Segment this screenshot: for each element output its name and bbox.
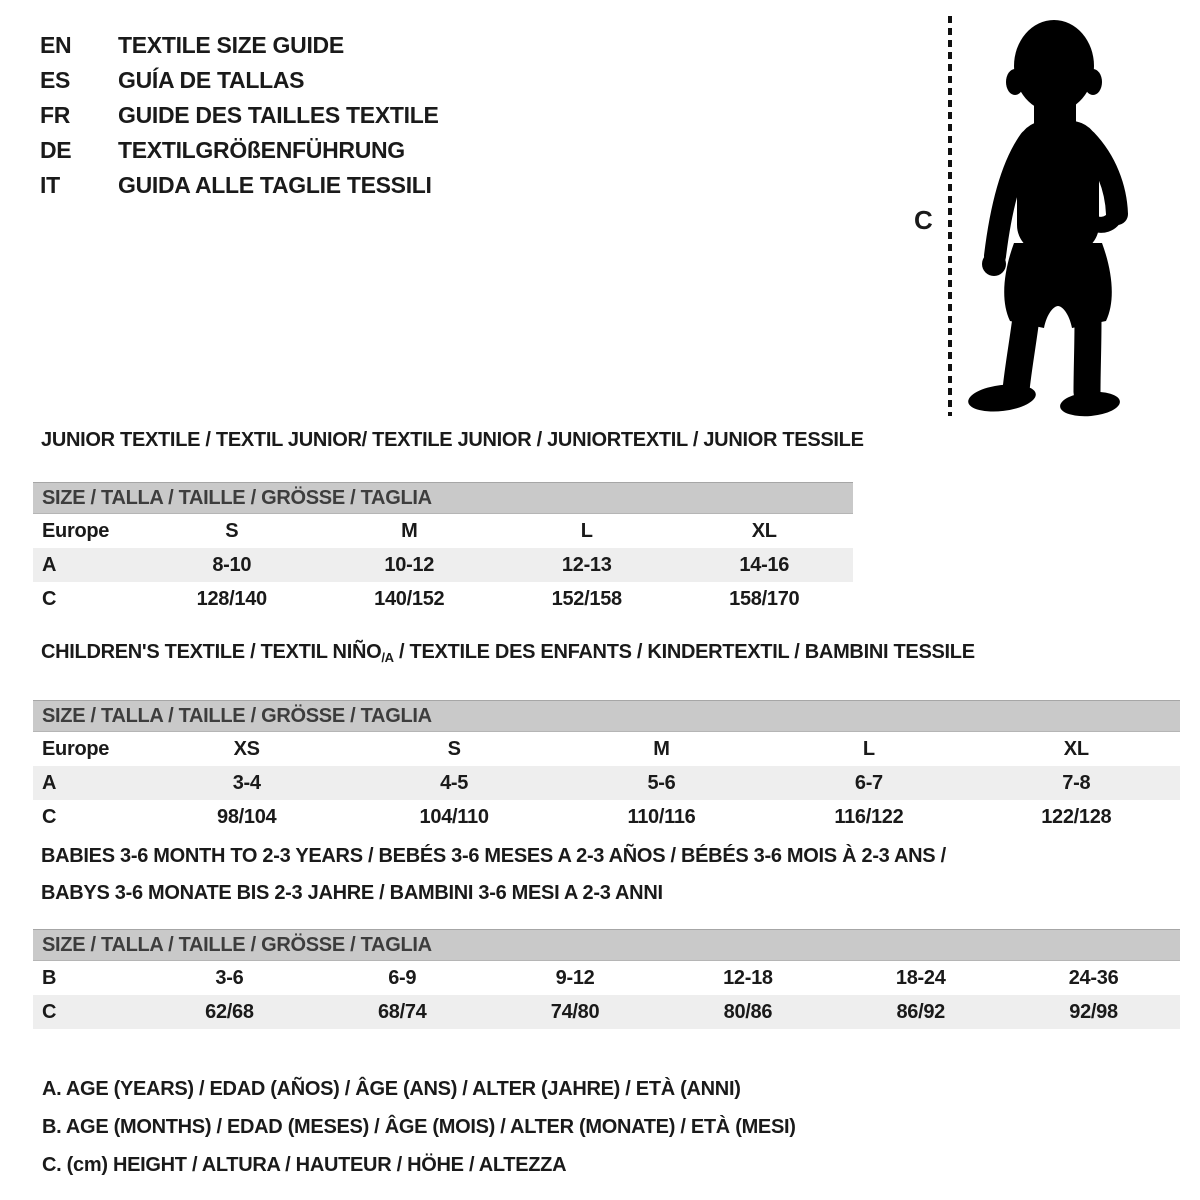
height-cell: 68/74: [377, 1000, 427, 1023]
size-cell: M: [653, 737, 670, 760]
lang-code: EN: [40, 32, 72, 58]
section-title-junior: JUNIOR TEXTILE / TEXTIL JUNIOR/ TEXTILE JUNIOR / JUNIORTEXTIL / JUNIOR TESSILE: [41, 429, 864, 451]
section-babies: [33, 838, 1180, 1029]
measure-c-label: C: [914, 205, 933, 235]
lang-row-it: [40, 168, 439, 203]
title-text: CHILDREN'S TEXTILE / TEXTIL NIÑO: [41, 641, 382, 663]
lang-label: TEXTILE SIZE GUIDE: [118, 32, 344, 58]
legend-line-a: A. AGE (YEARS) / EDAD (AÑOS) / ÂGE (ANS) / ALTER (JAHRE) / ETÀ (ANNI): [42, 1078, 741, 1100]
height-cell: 128/140: [196, 587, 267, 610]
height-cell: 86/92: [896, 1000, 946, 1023]
row-label: C: [42, 587, 57, 610]
table-row: [33, 800, 1180, 834]
height-cell: 92/98: [1069, 1000, 1118, 1023]
age-cell: 6-9: [388, 966, 417, 989]
title-text: / TEXTILE DES ENFANTS / KINDERTEXTIL / BAMBINI TESSILE: [393, 641, 975, 663]
table-row: [33, 961, 1180, 995]
legend-line-b: B. AGE (MONTHS) / EDAD (MESES) / ÂGE (MOIS) / ALTER (MONATE) / ETÀ (MESI): [42, 1116, 796, 1138]
title-line-2: BABYS 3-6 MONATE BIS 2-3 JAHRE / BAMBINI 3-6 MESI A 2-3 ANNI: [41, 882, 663, 904]
height-cell: 110/116: [627, 805, 696, 828]
height-cell: 140/152: [374, 587, 445, 610]
table-row: [33, 766, 1180, 800]
height-cell: 116/122: [834, 805, 904, 828]
size-cell: L: [862, 737, 875, 760]
size-cell: L: [580, 519, 593, 542]
age-cell: 24-36: [1068, 966, 1119, 989]
size-cell: S: [225, 519, 239, 542]
age-cell: 3-4: [232, 771, 261, 794]
section-junior: [33, 428, 864, 616]
age-cell: 4-5: [440, 771, 469, 794]
measure-legend: [42, 1070, 796, 1184]
size-cell: XL: [1063, 737, 1089, 760]
age-cell: 7-8: [1062, 771, 1091, 794]
row-label: Europe: [42, 519, 110, 542]
lang-label: GUIDA ALLE TAGLIE TESSILI: [118, 172, 432, 198]
row-label: B: [42, 966, 57, 989]
height-cell: 98/104: [217, 805, 277, 828]
lang-row-es: [40, 63, 439, 98]
row-label: C: [42, 1000, 57, 1023]
lang-row-de: [40, 133, 439, 168]
row-label: A: [42, 553, 57, 576]
age-cell: 3-6: [215, 966, 244, 989]
age-cell: 6-7: [854, 771, 883, 794]
age-cell: 18-24: [895, 966, 946, 989]
language-title-list: [40, 28, 439, 203]
height-cell: 74/80: [550, 1000, 600, 1023]
age-cell: 12-13: [561, 553, 612, 576]
children-size-table: [33, 700, 1180, 834]
section-title-babies: [41, 838, 1180, 912]
lang-code: IT: [40, 172, 60, 198]
row-label: Europe: [42, 737, 110, 760]
table-header-babies: SIZE / TALLA / TAILLE / GRÖSSE / TAGLIA: [33, 929, 1180, 961]
height-cell: 80/86: [723, 1000, 773, 1023]
age-cell: 9-12: [555, 966, 595, 989]
size-cell: S: [447, 737, 461, 760]
table-header-junior: SIZE / TALLA / TAILLE / GRÖSSE / TAGLIA: [33, 482, 853, 514]
lang-code: ES: [40, 67, 71, 93]
lang-row-fr: [40, 98, 439, 133]
lang-code: FR: [40, 102, 71, 128]
title-subscript: /A: [381, 650, 394, 665]
table-row: [33, 548, 853, 582]
size-cell: M: [401, 519, 418, 542]
legend-line-c: C. (cm) HEIGHT / ALTURA / HAUTEUR / HÖHE / ALTEZZA: [42, 1154, 567, 1176]
age-cell: 14-16: [739, 553, 790, 576]
title-line-1: BABIES 3-6 MONTH TO 2-3 YEARS / BEBÉS 3-6 MESES A 2-3 AÑOS / BÉBÉS 3-6 MOIS À 2-3 ANS /: [41, 845, 946, 867]
height-cell: 62/68: [205, 1000, 254, 1023]
lang-label: TEXTILGRÖßENFÜHRUNG: [118, 137, 405, 163]
age-cell: 8-10: [212, 553, 252, 576]
table-row: [33, 995, 1180, 1029]
section-title-children: [41, 640, 1180, 670]
table-header-children: SIZE / TALLA / TAILLE / GRÖSSE / TAGLIA: [33, 700, 1180, 732]
age-cell: 12-18: [723, 966, 773, 989]
table-row: [33, 582, 853, 616]
toddler-silhouette-icon: [958, 18, 1140, 423]
table-row: [33, 514, 853, 548]
table-row: [33, 732, 1180, 766]
row-label: C: [42, 805, 57, 828]
height-cell: 152/158: [551, 587, 622, 610]
height-measure-figure: [900, 0, 1200, 430]
babies-size-table: [33, 929, 1180, 1029]
height-dashed-line: [948, 16, 952, 416]
age-cell: 5-6: [647, 771, 676, 794]
section-children: [33, 640, 1180, 834]
size-cell: XL: [751, 519, 777, 542]
lang-code: DE: [40, 137, 72, 163]
junior-size-table: [33, 482, 853, 616]
size-cell: XS: [233, 737, 260, 760]
height-cell: 104/110: [419, 805, 489, 828]
row-label: A: [42, 771, 57, 794]
age-cell: 10-12: [384, 553, 435, 576]
lang-label: GUÍA DE TALLAS: [118, 67, 305, 93]
lang-row-en: [40, 28, 439, 63]
height-cell: 158/170: [729, 587, 800, 610]
lang-label: GUIDE DES TAILLES TEXTILE: [118, 102, 439, 128]
height-cell: 122/128: [1041, 805, 1112, 828]
